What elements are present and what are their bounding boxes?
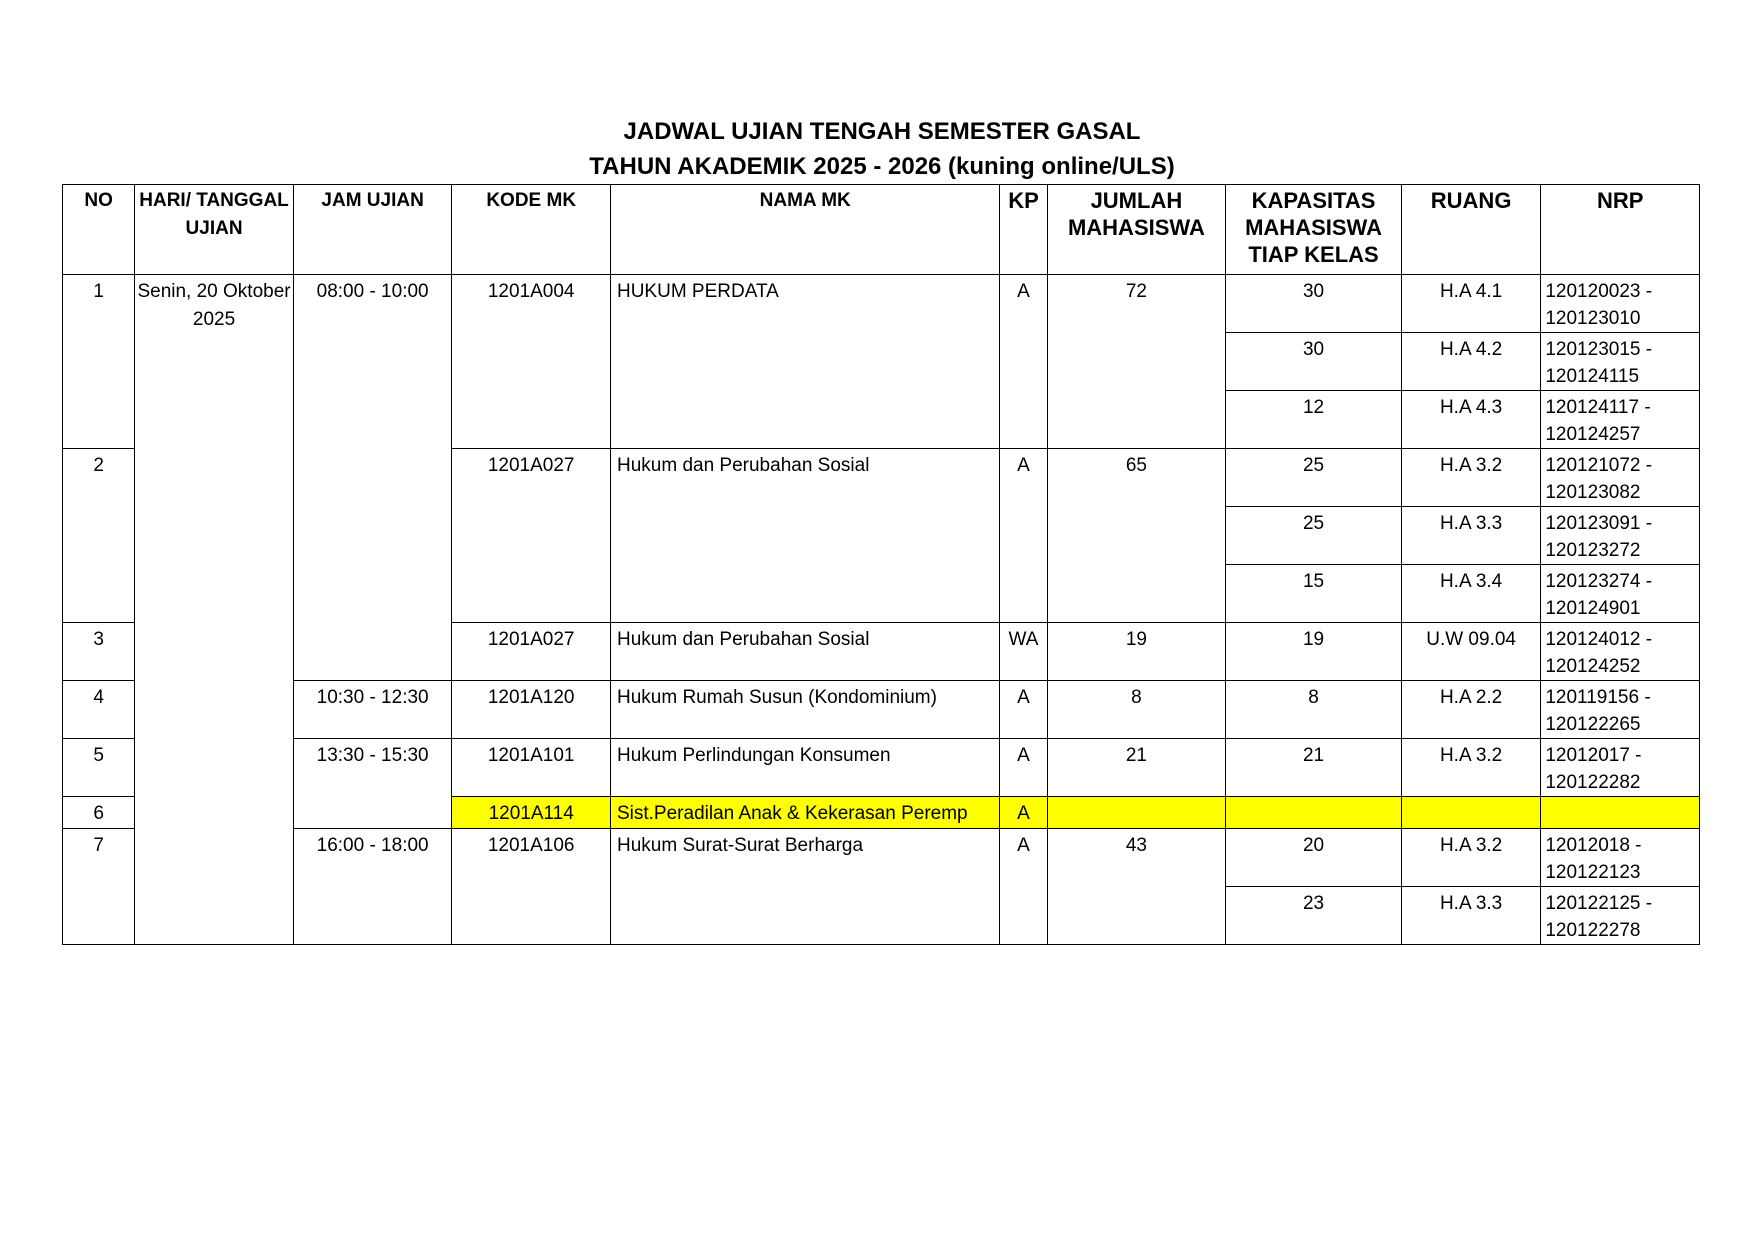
cell-no: 6	[63, 797, 135, 829]
cell-kapasitas	[1226, 797, 1402, 829]
cell-kode: 1201A120	[452, 681, 611, 739]
cell-ruang: H.A 4.3	[1401, 391, 1541, 449]
cell-ruang: H.A 3.3	[1401, 507, 1541, 565]
cell-no: 5	[63, 739, 135, 797]
cell-no: 7	[63, 829, 135, 945]
cell-jumlah: 43	[1047, 829, 1226, 945]
header-jumlah: JUMLAH MAHASISWA	[1047, 185, 1226, 275]
cell-nama: HUKUM PERDATA	[610, 275, 999, 449]
cell-nama: Sist.Peradilan Anak & Kekerasan Peremp	[610, 797, 999, 829]
cell-kapasitas: 30	[1226, 275, 1402, 333]
header-hari: HARI/ TANGGAL UJIAN	[135, 185, 294, 275]
cell-kapasitas: 25	[1226, 507, 1402, 565]
cell-nama: Hukum dan Perubahan Sosial	[610, 449, 999, 623]
cell-nrp: 120124117 - 120124257	[1541, 391, 1700, 449]
cell-kapasitas: 15	[1226, 565, 1402, 623]
cell-kapasitas: 25	[1226, 449, 1402, 507]
cell-nrp: 12012017 - 120122282	[1541, 739, 1700, 797]
cell-kapasitas: 20	[1226, 829, 1402, 887]
page-title: JADWAL UJIAN TENGAH SEMESTER GASAL	[623, 118, 1141, 145]
cell-jumlah: 65	[1047, 449, 1226, 623]
cell-jumlah	[1047, 797, 1226, 829]
table-row	[63, 681, 1700, 739]
header-ruang: RUANG	[1401, 185, 1541, 275]
cell-nama: Hukum dan Perubahan Sosial	[610, 623, 999, 681]
header-kode: KODE MK	[452, 185, 611, 275]
cell-nrp	[1541, 797, 1700, 829]
cell-no: 3	[63, 623, 135, 681]
cell-nrp: 120123274 - 120124901	[1541, 565, 1700, 623]
cell-nrp: 120123091 - 120123272	[1541, 507, 1700, 565]
cell-time: 16:00 - 18:00	[293, 829, 452, 945]
cell-time: 13:30 - 15:30	[293, 739, 452, 829]
cell-ruang: H.A 3.2	[1401, 829, 1541, 887]
cell-kode: 1201A027	[452, 623, 611, 681]
cell-kp: A	[1000, 681, 1047, 739]
page-subtitle: TAHUN AKADEMIK 2025 - 2026 (kuning online/ULS)	[589, 153, 1175, 180]
cell-nrp: 120124012 - 120124252	[1541, 623, 1700, 681]
cell-kapasitas: 12	[1226, 391, 1402, 449]
cell-nrp: 12012018 - 120122123	[1541, 829, 1700, 887]
cell-nrp: 120123015 - 120124115	[1541, 333, 1700, 391]
cell-jumlah: 72	[1047, 275, 1226, 449]
cell-kode: 1201A114	[452, 797, 611, 829]
cell-ruang: H.A 3.2	[1401, 739, 1541, 797]
cell-kp: A	[1000, 739, 1047, 797]
cell-ruang: H.A 3.2	[1401, 449, 1541, 507]
header-kp: KP	[1000, 185, 1047, 275]
cell-jumlah: 21	[1047, 739, 1226, 797]
cell-date: Senin, 20 Oktober 2025	[135, 275, 294, 945]
header-jam: JAM UJIAN	[293, 185, 452, 275]
cell-time: 10:30 - 12:30	[293, 681, 452, 739]
cell-kapasitas: 8	[1226, 681, 1402, 739]
cell-nrp: 120122125 - 120122278	[1541, 887, 1700, 945]
header-no: NO	[63, 185, 135, 275]
header-nrp: NRP	[1541, 185, 1700, 275]
header-nama: NAMA MK	[610, 185, 999, 275]
exam-schedule-table	[62, 184, 1700, 945]
table-row	[63, 275, 1700, 333]
cell-nrp: 120120023 - 120123010	[1541, 275, 1700, 333]
cell-ruang: U.W 09.04	[1401, 623, 1541, 681]
cell-nama: Hukum Rumah Susun (Kondominium)	[610, 681, 999, 739]
cell-kp: A	[1000, 797, 1047, 829]
table-row	[63, 829, 1700, 887]
cell-no: 2	[63, 449, 135, 623]
table-row	[63, 739, 1700, 797]
cell-jumlah: 19	[1047, 623, 1226, 681]
cell-nama: Hukum Surat-Surat Berharga	[610, 829, 999, 945]
cell-kode: 1201A004	[452, 275, 611, 449]
cell-ruang: H.A 4.2	[1401, 333, 1541, 391]
cell-no: 1	[63, 275, 135, 449]
cell-ruang: H.A 4.1	[1401, 275, 1541, 333]
cell-nama: Hukum Perlindungan Konsumen	[610, 739, 999, 797]
cell-time: 08:00 - 10:00	[293, 275, 452, 681]
cell-kode: 1201A027	[452, 449, 611, 623]
cell-kp: A	[1000, 275, 1047, 449]
cell-kapasitas: 30	[1226, 333, 1402, 391]
cell-ruang: H.A 3.3	[1401, 887, 1541, 945]
cell-jumlah: 8	[1047, 681, 1226, 739]
header-kapasitas: KAPASITAS MAHASISWA TIAP KELAS	[1226, 185, 1402, 275]
cell-kode: 1201A101	[452, 739, 611, 797]
header-row	[63, 185, 1700, 275]
cell-kapasitas: 21	[1226, 739, 1402, 797]
cell-ruang: H.A 3.4	[1401, 565, 1541, 623]
cell-kode: 1201A106	[452, 829, 611, 945]
cell-kapasitas: 23	[1226, 887, 1402, 945]
cell-kapasitas: 19	[1226, 623, 1402, 681]
cell-kp: A	[1000, 829, 1047, 945]
cell-kp: A	[1000, 449, 1047, 623]
cell-kp: WA	[1000, 623, 1047, 681]
cell-ruang: H.A 2.2	[1401, 681, 1541, 739]
cell-nrp: 120121072 - 120123082	[1541, 449, 1700, 507]
cell-nrp: 120119156 - 120122265	[1541, 681, 1700, 739]
cell-no: 4	[63, 681, 135, 739]
cell-ruang	[1401, 797, 1541, 829]
